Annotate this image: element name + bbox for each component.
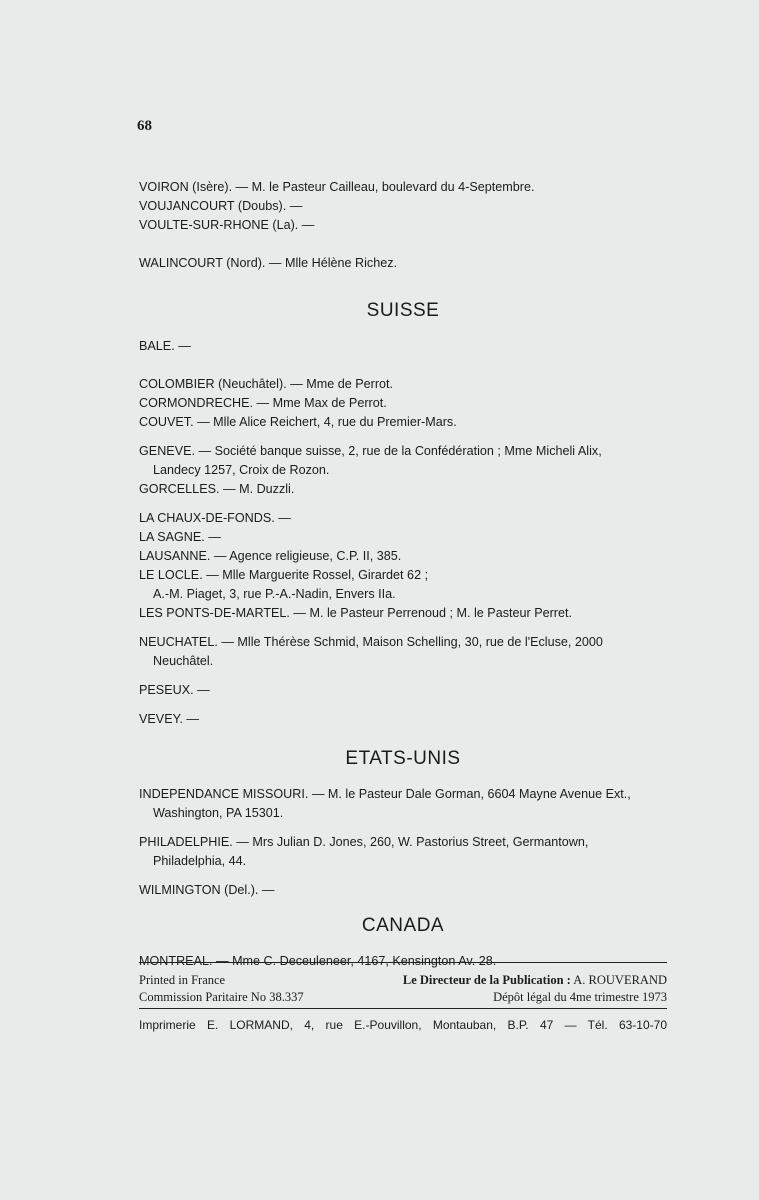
section-heading-canada: CANADA	[361, 915, 445, 936]
entry-continuation: Washington, PA 15301.	[153, 806, 284, 820]
director-label: Le Directeur de la Publication :	[402, 973, 571, 987]
entry-line: PHILADELPHIE. — Mrs Julian D. Jones, 260, W. Pastorius Street, Germantown,	[139, 835, 589, 849]
footer	[139, 972, 667, 1006]
list-item: COUVET. — Mlle Alice Reichert, 4, rue du Premier-Mars.	[139, 415, 457, 429]
list-item: COLOMBIER (Neuchâtel). — Mme de Perrot.	[139, 377, 394, 391]
entry-continuation: Landecy 1257, Croix de Rozon.	[153, 463, 330, 477]
publication-director	[403, 972, 667, 989]
list-item	[139, 633, 667, 671]
list-item: LA SAGNE. —	[139, 530, 221, 544]
list-item	[139, 833, 667, 871]
list-item: LA CHAUX-DE-FONDS. —	[139, 511, 291, 525]
list-item	[139, 566, 667, 604]
list-item	[139, 442, 667, 480]
entry-line: NEUCHATEL. — Mlle Thérèse Schmid, Maison Schelling, 30, rue de l'Ecluse, 2000	[139, 635, 603, 649]
footer-rule-bottom	[139, 1008, 667, 1009]
list-item: WILMINGTON (Del.). —	[139, 883, 275, 897]
entry-continuation: Neuchâtel.	[153, 654, 214, 668]
list-item: LAUSANNE. — Agence religieuse, C.P. II, 385.	[139, 549, 402, 563]
list-item: LES PONTS-DE-MARTEL. — M. le Pasteur Perrenoud ; M. le Pasteur Perret.	[139, 606, 572, 620]
list-item: VOUJANCOURT (Doubs). —	[139, 199, 303, 213]
depot-legal: Dépôt légal du 4me trimestre 1973	[493, 990, 667, 1004]
list-item: PESEUX. —	[139, 683, 210, 697]
section-heading-suisse: SUISSE	[366, 300, 440, 321]
list-item: GORCELLES. — M. Duzzli.	[139, 482, 295, 496]
commission-paritaire: Commission Paritaire No 38.337	[139, 990, 304, 1004]
director-name: A. ROUVERAND	[573, 973, 667, 987]
section-heading-etats-unis: ETATS-UNIS	[345, 748, 461, 769]
list-item: VOIRON (Isère). — M. le Pasteur Cailleau, boulevard du 4-Septembre.	[139, 180, 535, 194]
imprint: Imprimerie E. LORMAND, 4, rue E.-Pouvillon, Montauban, B.P. 47 — Tél. 63-10-70	[139, 1018, 667, 1032]
footer-rule-top	[139, 962, 667, 963]
list-item: WALINCOURT (Nord). — Mlle Hélène Richez.	[139, 256, 397, 270]
printed-in-france: Printed in France	[139, 973, 226, 987]
entry-line: GENEVE. — Société banque suisse, 2, rue de la Confédération ; Mme Micheli Alix,	[139, 444, 602, 458]
list-item: MONTREAL. — Mme C. Deceuleneer, 4167, Kensington Av. 28.	[139, 954, 497, 968]
entry-continuation: Philadelphia, 44.	[153, 854, 247, 868]
list-item: CORMONDRECHE. — Mme Max de Perrot.	[139, 396, 387, 410]
list-item: BALE. —	[139, 339, 191, 353]
entry-continuation: A.-M. Piaget, 3, rue P.-A.-Nadin, Envers IIa.	[153, 587, 396, 601]
page-number: 68	[137, 118, 152, 134]
list-item: VEVEY. —	[139, 712, 199, 726]
main-content	[139, 178, 667, 971]
entry-line: LE LOCLE. — Mlle Marguerite Rossel, Girardet 62 ;	[139, 568, 429, 582]
list-item: VOULTE-SUR-RHONE (La). —	[139, 218, 315, 232]
list-item	[139, 785, 667, 823]
entry-line: INDEPENDANCE MISSOURI. — M. le Pasteur Dale Gorman, 6604 Mayne Avenue Ext.,	[139, 787, 631, 801]
